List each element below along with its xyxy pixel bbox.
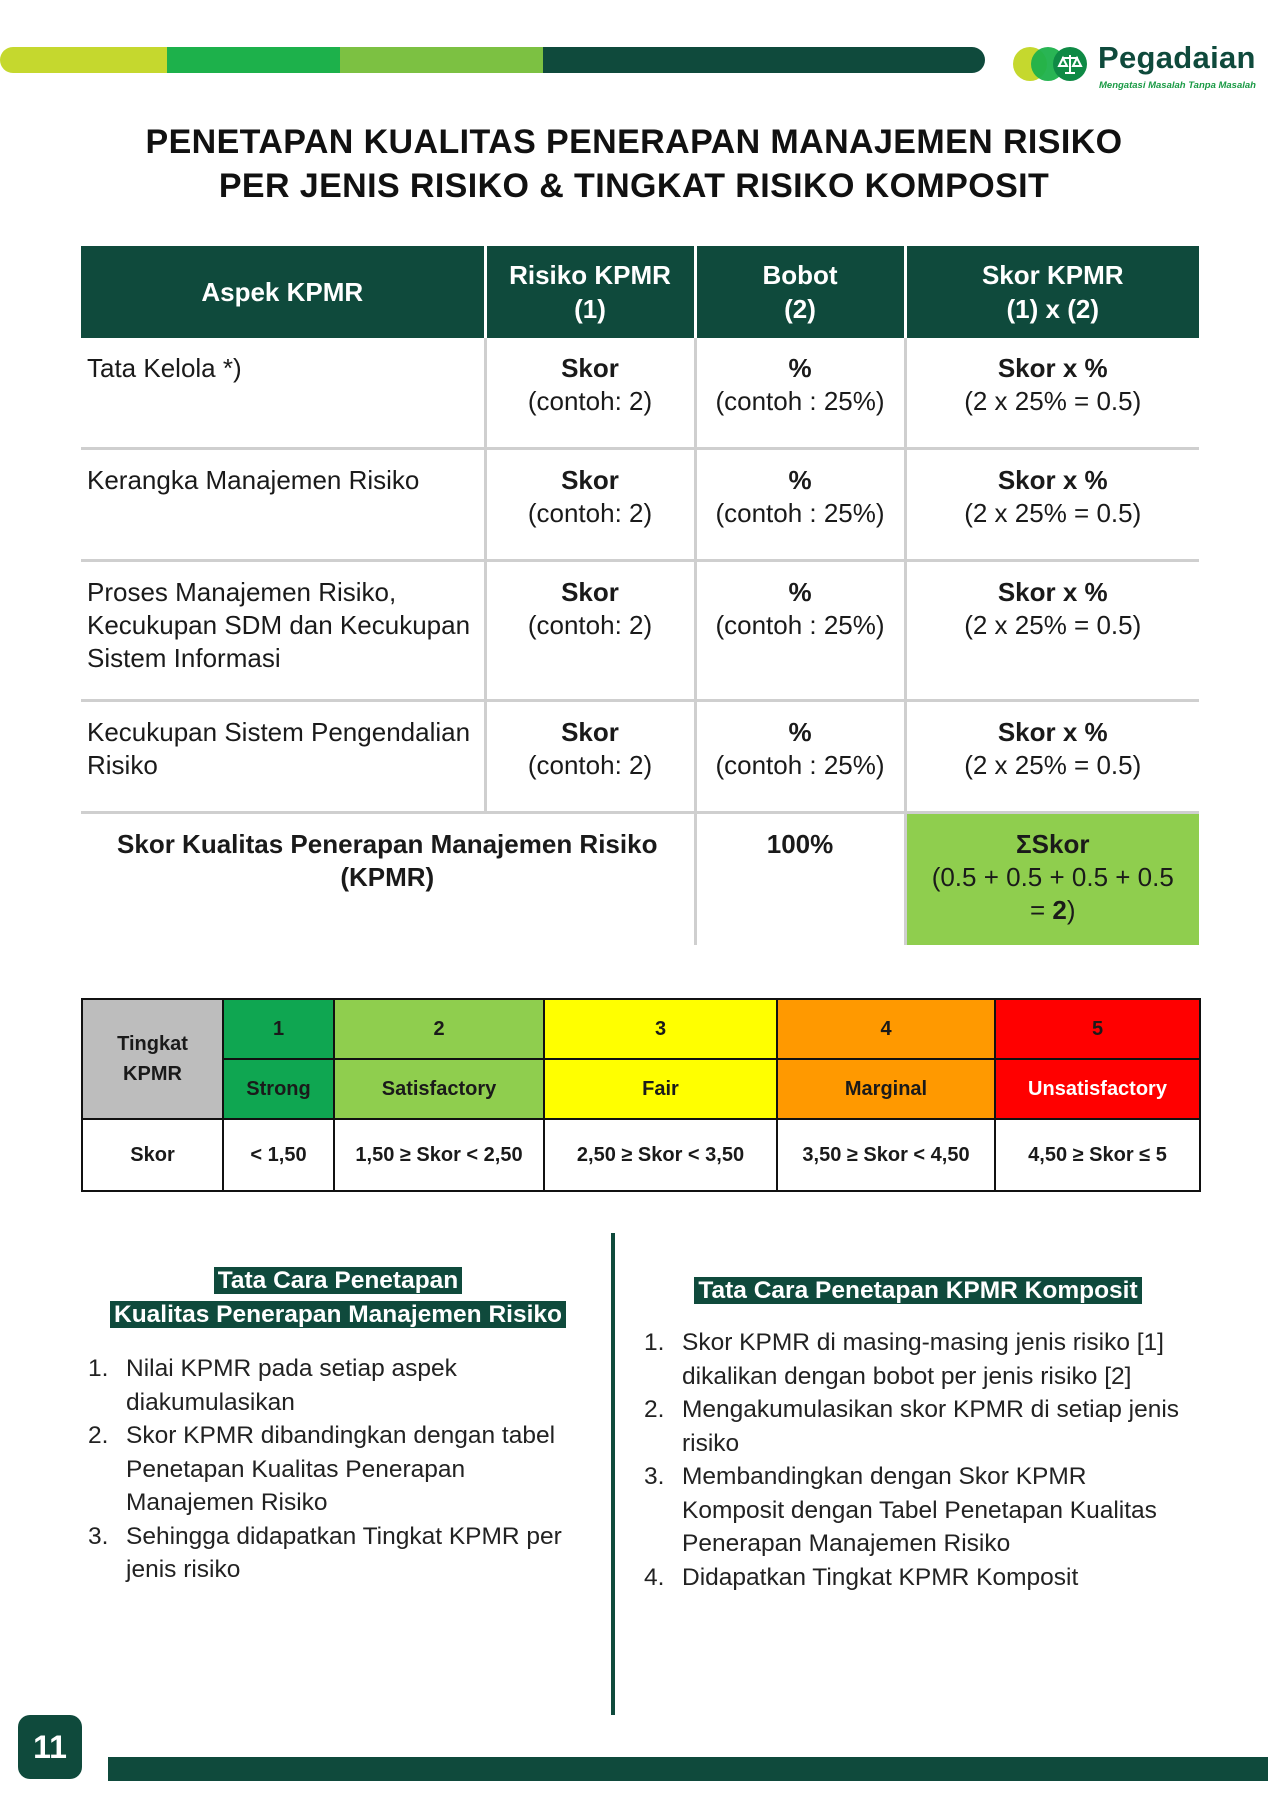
bobot-cell: % (contoh : 25%) (695, 338, 905, 448)
level-range: 1,50 ≥ Skor < 2,50 (334, 1119, 544, 1191)
top-decorative-bar (0, 47, 985, 73)
level-name: Satisfactory (334, 1059, 544, 1119)
right-procedure-list (644, 1326, 1192, 1594)
total-row (81, 812, 1199, 945)
total-skor: ΣSkor (0.5 + 0.5 + 0.5 + 0.5 = 2) (905, 812, 1199, 945)
pegadaian-logo (1012, 38, 1256, 98)
bobot-cell: % (contoh : 25%) (695, 560, 905, 700)
level-range: 2,50 ≥ Skor < 3,50 (544, 1119, 777, 1191)
level-number: 5 (995, 999, 1200, 1059)
total-bobot: 100% (695, 812, 905, 945)
page-title: PENETAPAN KUALITAS PENERAPAN MANAJEMEN RISIKO PER JENIS RISIKO & TINGKAT RISIKO KOMPOSIT (145, 123, 1123, 205)
page-number: 11 (18, 1715, 82, 1779)
right-procedure (644, 1274, 1192, 1594)
skor-cell: Skor x % (2 x 25% = 0.5) (905, 338, 1199, 448)
left-procedure-heading: Tata Cara Penetapan Kualitas Penerapan Manajemen Risiko (88, 1264, 588, 1332)
list-item: 1. Skor KPMR di masing-masing jenis risiko [1] dikalikan dengan bobot per jenis risiko [2] (644, 1329, 1164, 1390)
list-item: 1. Nilai KPMR pada setiap aspek diakumulasikan (88, 1355, 457, 1416)
header-bobot: Bobot (2) (695, 246, 905, 338)
risiko-cell: Skor (contoh: 2) (485, 338, 695, 448)
table-row (81, 560, 1199, 700)
risiko-cell: Skor (contoh: 2) (485, 700, 695, 812)
level-range: 4,50 ≥ Skor ≤ 5 (995, 1119, 1200, 1191)
skor-cell: Skor x % (2 x 25% = 0.5) (905, 560, 1199, 700)
logo-circles-icon (1012, 44, 1092, 84)
list-item: 3. Membandingkan dengan Skor KPMR Komposit dengan Tabel Penetapan Kualitas Penerapan Manajemen Risiko (644, 1463, 1157, 1557)
bottom-decorative-bar (108, 1757, 1268, 1781)
brand-name: Pegadaian (1098, 40, 1256, 75)
aspek-cell: Proses Manajemen Risiko, Kecukupan SDM dan Kecukupan Sistem Informasi (81, 560, 485, 700)
bobot-cell: % (contoh : 25%) (695, 700, 905, 812)
list-item: 2. Mengakumulasikan skor KPMR di setiap jenis risiko (644, 1396, 1180, 1457)
tingkat-kpmr-header: Tingkat KPMR (82, 999, 223, 1119)
header-skor: Skor KPMR (1) x (2) (905, 246, 1199, 338)
kpmr-table (81, 246, 1199, 945)
level-range: < 1,50 (223, 1119, 334, 1191)
aspek-cell: Tata Kelola *) (81, 338, 485, 448)
skor-cell: Skor x % (2 x 25% = 0.5) (905, 700, 1199, 812)
level-name: Marginal (777, 1059, 995, 1119)
level-number-row (82, 999, 1200, 1059)
level-number: 1 (223, 999, 334, 1059)
level-name: Unsatisfactory (995, 1059, 1200, 1119)
level-range: 3,50 ≥ Skor < 4,50 (777, 1119, 995, 1191)
list-item: 2. Skor KPMR dibandingkan dengan tabel Penetapan Kualitas Penerapan Manajemen Risiko (88, 1422, 556, 1516)
table-row (81, 448, 1199, 560)
header-risiko: Risiko KPMR (1) (485, 246, 695, 338)
table-header-row (81, 246, 1199, 338)
column-divider (611, 1233, 615, 1715)
list-item: 3. Sehingga didapatkan Tingkat KPMR per jenis risiko (88, 1522, 562, 1583)
risiko-cell: Skor (contoh: 2) (485, 560, 695, 700)
total-label: Skor Kualitas Penerapan Manajemen Risiko (KPMR) (117, 828, 658, 892)
skor-cell: Skor x % (2 x 25% = 0.5) (905, 448, 1199, 560)
aspek-cell: Kerangka Manajemen Risiko (81, 448, 485, 560)
table-row (81, 700, 1199, 812)
level-number: 4 (777, 999, 995, 1059)
brand-tagline: Mengatasi Masalah Tanpa Masalah (1099, 80, 1256, 91)
list-item: 4. Didapatkan Tingkat KPMR Komposit (644, 1563, 1079, 1591)
left-procedure (88, 1264, 588, 1587)
risiko-cell: Skor (contoh: 2) (485, 448, 695, 560)
header-aspek: Aspek KPMR (81, 246, 485, 338)
tingkat-kpmr-table (81, 998, 1201, 1192)
level-name: Fair (544, 1059, 777, 1119)
level-number: 3 (544, 999, 777, 1059)
table-row (81, 338, 1199, 448)
bobot-cell: % (contoh : 25%) (695, 448, 905, 560)
aspek-cell: Kecukupan Sistem Pengendalian Risiko (81, 700, 485, 812)
level-number: 2 (334, 999, 544, 1059)
level-name: Strong (223, 1059, 334, 1119)
right-procedure-heading: Tata Cara Penetapan KPMR Komposit (644, 1274, 1192, 1308)
left-procedure-list (88, 1352, 588, 1587)
level-range-row (82, 1119, 1200, 1191)
skor-header: Skor (82, 1119, 223, 1191)
level-name-row (82, 1059, 1200, 1119)
